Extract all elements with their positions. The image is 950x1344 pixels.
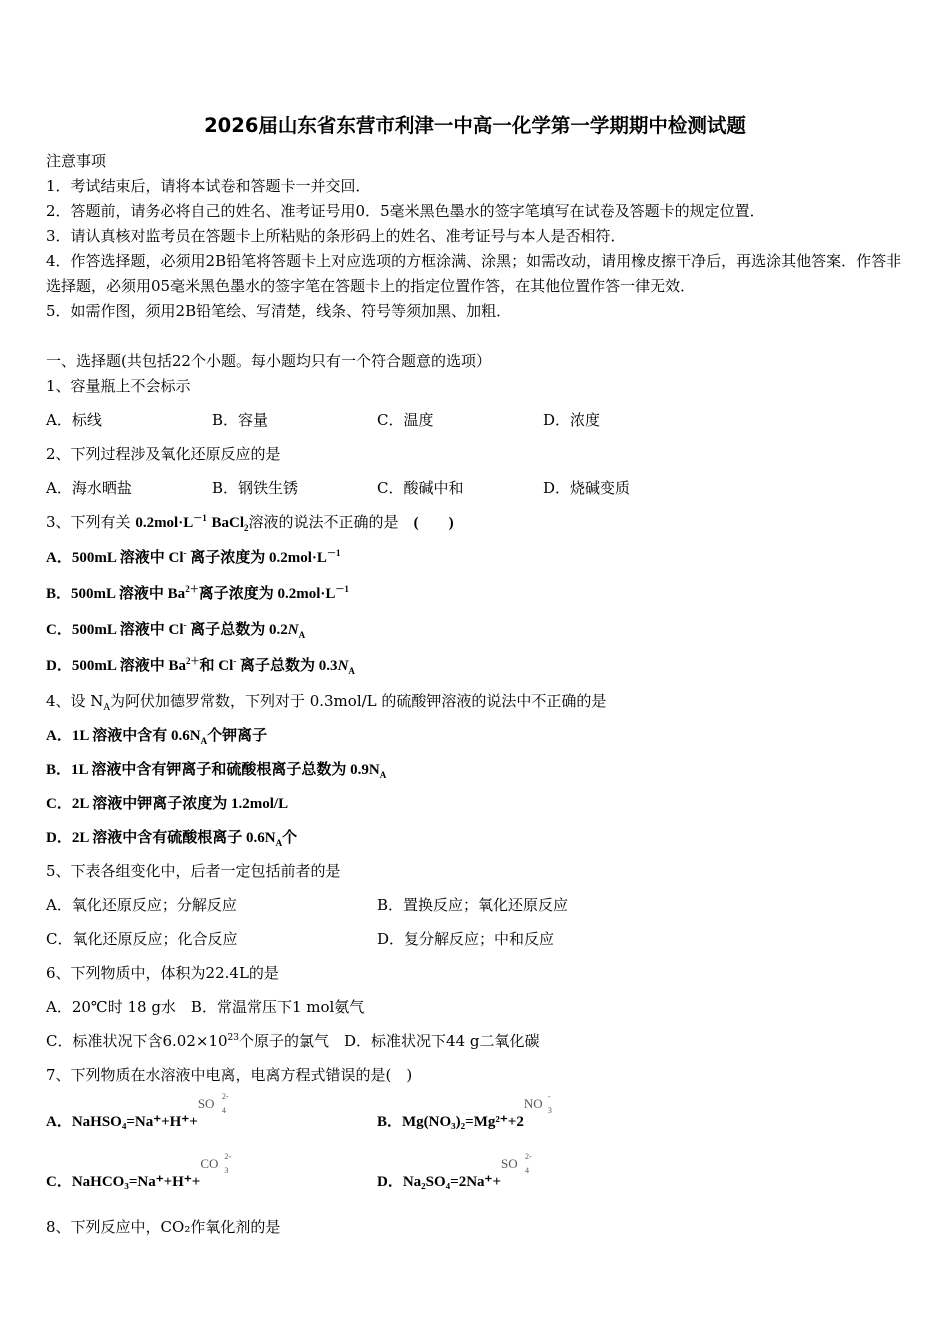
q6-options-ab: A．20℃时 18 g水 B．常温常压下1 mol氨气 [46, 998, 365, 1016]
q2-option-c: C．酸碱中和 [377, 479, 464, 497]
q5-option-a: A．氧化还原反应；分解反应 [46, 896, 237, 914]
q1-stem: 1、容量瓶上不会标示 [46, 377, 191, 395]
q6-options-cd: C．标准状况下含$6.02\times 10^{23}$个原子的氯气 D．标准状况下44 g二氧化碳 [46, 1032, 540, 1050]
q4-option-d: D．2L 溶液中含有硫酸根离子 $0.6N_A$个 [46, 830, 298, 848]
notice-item-5: 5．如需作图，须用2B铅笔绘、写清楚，线条、符号等须加黑、加粗． [46, 302, 512, 320]
carbonate-ion: CO 2- 3 [200, 1152, 231, 1175]
sulfate-ion: SO 2- 4 [197, 1092, 229, 1115]
notice-item-3: 3．请认真核对监考员在答题卡上所粘贴的条形码上的姓名、准考证号与本人是否相符． [46, 227, 626, 245]
notice-item-4: 4．作答选择题，必须用2B铅笔将答题卡上对应选项的方框涂满、涂黑；如需改动，请用橡皮擦干净后，再选涂其他答案．作答非选择题，必须用05毫米黑色墨水的签字笔在答题卡上的指定位置作答，在其他位置作答一律无效． [46, 252, 902, 295]
sulfate-ion: SO 2- 4 [501, 1152, 532, 1175]
q3-option-a: A．500mL 溶液中 Cl- 离子浓度为 $0.2mol\cdot L^{-1}$ [46, 548, 341, 566]
q3-stem: 3、下列有关 $0.2mol\cdot L^{-1}$ BaCl$_2$溶液的说法不正确的是 ( ) [46, 513, 454, 533]
q2-option-a: A．海水晒盐 [46, 479, 132, 497]
q5-stem: 5、下表各组变化中，后者一定包括前者的是 [46, 862, 341, 880]
notice-heading: 注意事项 [46, 152, 107, 170]
q6-stem: 6、下列物质中，体积为22.4L的是 [46, 964, 279, 982]
q7-option-b: B．Mg(NO₃)₂=Mg²⁺+2 NO - 3 [377, 1110, 558, 1131]
q4-option-a: A．1L 溶液中含有 $0.6N_A$个钾离子 [46, 728, 268, 746]
q3-option-d: D．500mL 溶液中 $Ba^{2+}$和 Cl- 离子总数为 $0.3N_A$ [46, 656, 355, 676]
q5-option-d: D．复分解反应；中和反应 [377, 930, 555, 948]
q5-option-b: B．置换反应；氧化还原反应 [377, 896, 569, 914]
notice-item-1: 1．考试结束后，请将本试卷和答题卡一并交回． [46, 177, 371, 195]
q1-option-a: A．标线 [46, 411, 102, 429]
q2-option-b: B．钢铁生锈 [212, 479, 299, 497]
q5-option-c: C．氧化还原反应；化合反应 [46, 930, 238, 948]
q7-option-c: C．NaHCO₃=Na⁺+H⁺+ CO 2- 3 [46, 1170, 234, 1191]
q2-stem: 2、下列过程涉及氧化还原反应的是 [46, 445, 281, 463]
notice-item-2: 2．答题前，请务必将自己的姓名、准考证号用0．5毫米黑色墨水的签字笔填写在试卷及答题卡的规定位置． [46, 202, 765, 220]
q7-option-d: D．Na₂SO₄=2Na⁺+ SO 2- 4 [377, 1170, 535, 1191]
q1-option-d: D．浓度 [543, 411, 601, 429]
q8-stem: 8、下列反应中，CO₂作氧化剂的是 [46, 1218, 281, 1236]
section-heading: 一、选择题(共包括22个小题。每小题均只有一个符合题意的选项） [46, 352, 491, 370]
q1-option-b: B．容量 [212, 411, 269, 429]
q1-option-c: C．温度 [377, 411, 434, 429]
q4-stem: 4、设 $N_A$为阿伏加德罗常数，下列对于 0.3mol/L 的硫酸钾溶液的说法中不正确的是 [46, 692, 607, 713]
page-title: 2026届山东省东营市利津一中高一化学第一学期期中检测试题 [204, 114, 746, 137]
nitrate-ion: NO - 3 [523, 1092, 552, 1115]
q3-option-b: B．500mL 溶液中 $Ba^{2+}$离子浓度为 $0.2mol\cdot L^{-1}$ [46, 584, 349, 602]
q4-option-b: B．1L 溶液中含有钾离子和硫酸根离子总数为 $0.9N_A$ [46, 762, 387, 780]
q4-option-c: C．2L 溶液中钾离子浓度为 1.2mol/L [46, 796, 289, 812]
q2-option-d: D．烧碱变质 [543, 479, 631, 497]
q3-option-c: C．500mL 溶液中 Cl- 离子总数为 $0.2N_A$ [46, 620, 306, 640]
q7-option-a: A．NaHSO₄=Na⁺+H⁺+ SO 2- 4 [46, 1110, 232, 1131]
q7-stem: 7、下列物质在水溶液中电离，电离方程式错误的是( ) [46, 1066, 413, 1084]
